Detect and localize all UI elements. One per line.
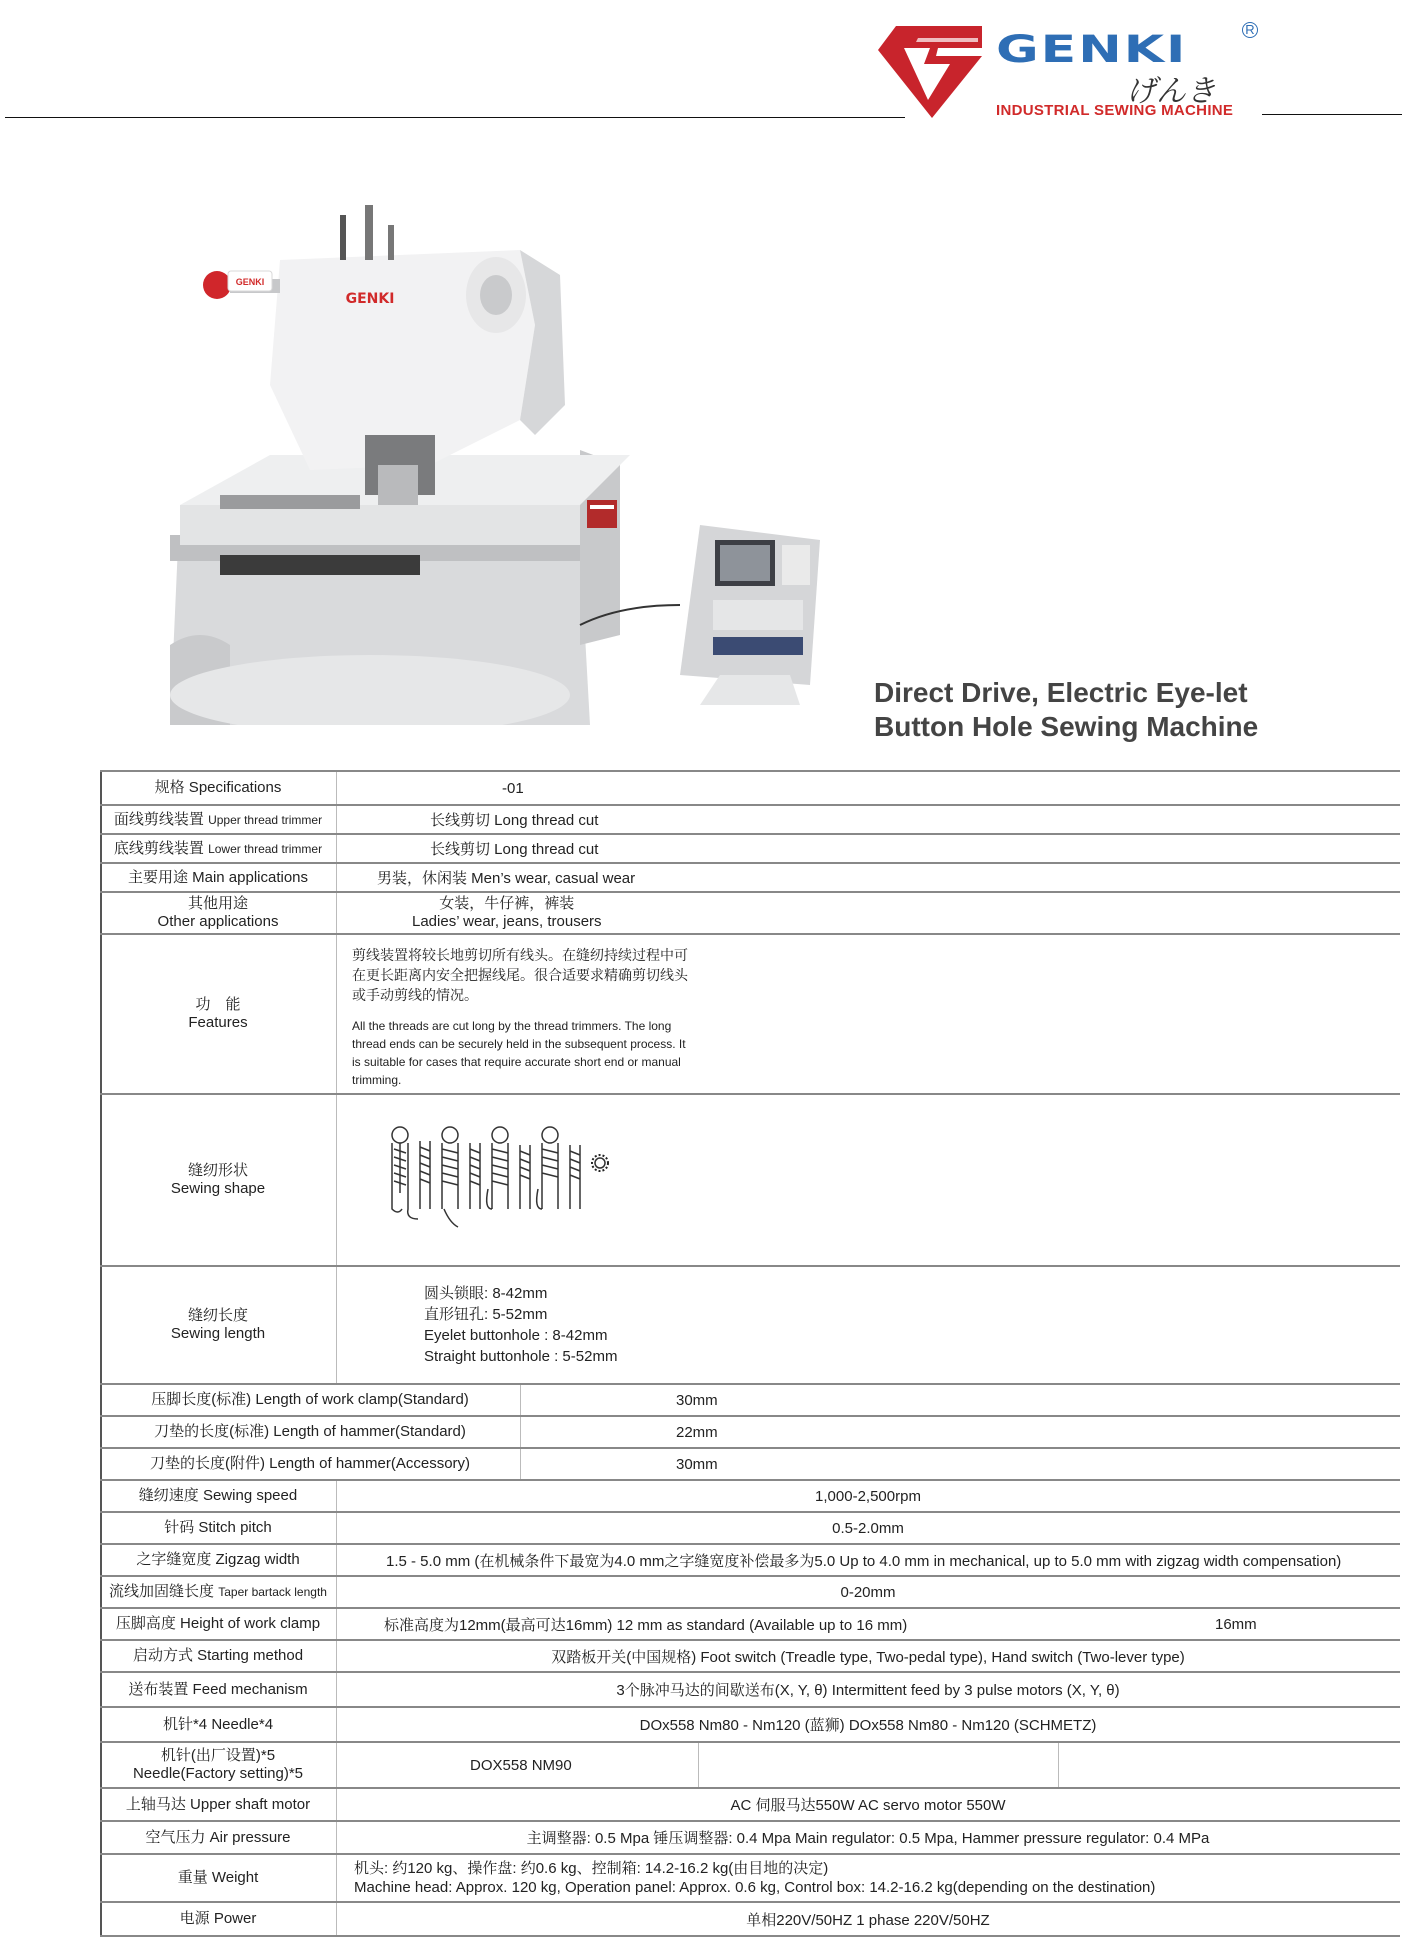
spec-label: 空气压力 Air pressure	[145, 1828, 291, 1846]
spec-value: DOx558 Nm80 - Nm120 (蓝狮) DOx558 Nm80 - Nm120 (SCHMETZ)	[639, 1717, 1097, 1734]
spec-label: 缝纫速度 Sewing speed	[138, 1487, 298, 1504]
spec-row-air-pressure	[100, 1822, 1400, 1855]
spec-label: 主要用途 Main applications	[127, 868, 309, 886]
spec-value: 主调整器: 0.5 Mpa 锤压调整器: 0.4 Mpa Main regulator: 0.5 Mpa, Hammer pressure regulator: 0.4 MPa	[526, 1830, 1210, 1847]
spec-row-sewing-length	[100, 1267, 1400, 1385]
spec-label: 之字缝宽度 Zigzag width	[136, 1551, 300, 1568]
spec-label: 刀垫的长度(标准) Length of hammer(Standard)	[154, 1423, 466, 1440]
features-cn: 剪线装置将较长地剪切所有线头。在缝纫持续过程中可在更长距离内安全把握线尾。很合适要求精确剪切线头或手动剪线的情况。	[352, 947, 688, 1003]
spec-value	[424, 1267, 617, 1383]
spec-row-upper-shaft-motor	[100, 1789, 1400, 1822]
spec-label-en: Lower thread trimmer	[208, 841, 323, 856]
features-en: All the threads are cut long by the thread trimmers. The long thread ends can be securely held in the subsequent process. It is suitable for cases that require accurate short end or manual trimming.	[352, 1019, 686, 1087]
brand-kana: げんき	[1126, 74, 1216, 109]
spec-label: 压脚高度 Height of work clamp	[115, 1615, 321, 1632]
spec-label-cn: 底线剪线装置	[113, 839, 204, 857]
spec-label-cn: 面线剪线装置	[113, 810, 204, 828]
spec-label: 上轴马达 Upper shaft motor	[125, 1795, 311, 1813]
spec-value: -01	[502, 779, 524, 797]
sewing-shape-diagram	[388, 1123, 648, 1233]
spec-label: 刀垫的长度(附件) Length of hammer(Accessory)	[149, 1455, 471, 1472]
spec-label: 压脚长度(标准) Length of work clamp(Standard)	[151, 1391, 469, 1408]
photo-brand: GENKI	[345, 291, 395, 307]
spec-row-lower-trimmer	[100, 835, 1400, 864]
spec-row-hammer-accessory	[100, 1449, 1400, 1481]
genki-logo	[878, 22, 1258, 122]
weight-en: Machine head: Approx. 120 kg, Operation panel: Approx. 0.6 kg, Control box: 14.2-16.2 kg(depending on the destination)	[354, 1879, 1156, 1896]
spec-label-en: Needle(Factory setting)*5	[132, 1765, 304, 1782]
header-rule-right	[1262, 114, 1402, 115]
spec-value: DOX558 NM90	[470, 1756, 572, 1774]
sewing-length-line: Eyelet buttonhole : 8-42mm	[424, 1327, 608, 1344]
spec-label: 电源 Power	[179, 1910, 257, 1927]
spec-row-needle-factory	[100, 1743, 1400, 1789]
spec-table	[100, 770, 1400, 1937]
spec-label: 针码 Stitch pitch	[164, 1519, 272, 1536]
spec-label: 送布装置 Feed mechanism	[128, 1680, 308, 1698]
spec-value: 0.5-2.0mm	[832, 1519, 904, 1537]
spec-label	[100, 1267, 336, 1383]
spec-value: 22mm	[676, 1423, 718, 1441]
spec-value: 3个脉冲马达的间歇送布(X, Y, θ) Intermittent feed by 3 pulse motors (X, Y, θ)	[616, 1682, 1120, 1699]
product-title-line1: Direct Drive, Electric Eye-let	[874, 677, 1248, 708]
spec-value	[354, 1855, 1155, 1901]
spec-value: 1,000-2,500rpm	[815, 1487, 921, 1505]
spec-row-taper-bartack	[100, 1577, 1400, 1609]
spec-label-cn: 其他用途	[187, 895, 248, 912]
brand-name: GENKI	[996, 28, 1188, 72]
spec-row-other-applications	[100, 893, 1400, 935]
spec-label-cn: 功 能	[195, 996, 241, 1013]
spec-label	[100, 806, 336, 833]
spec-label	[100, 893, 336, 933]
sewing-length-line: Straight buttonhole : 5-52mm	[424, 1348, 618, 1365]
spec-row-clamp-height	[100, 1609, 1400, 1641]
registered-mark: R	[1242, 22, 1258, 38]
spec-row-sewing-shape	[100, 1095, 1400, 1267]
spec-value-cn: 女装，牛仔裤，裤装	[439, 895, 575, 912]
spec-label	[100, 835, 336, 862]
spec-value: 0-20mm	[840, 1583, 896, 1601]
product-photo	[160, 205, 830, 725]
features-text	[352, 945, 692, 1089]
spec-label: 启动方式 Starting method	[132, 1647, 304, 1664]
spec-label-cn: 缝纫长度	[187, 1307, 248, 1324]
spec-row-weight	[100, 1855, 1400, 1903]
spec-label-en: Upper thread trimmer	[208, 812, 323, 827]
spec-row-needle	[100, 1708, 1400, 1743]
sewing-length-line: 圆头锁眼: 8-42mm	[424, 1285, 548, 1302]
spec-value: 30mm	[676, 1455, 718, 1473]
brand-tagline: INDUSTRIAL SEWING MACHINE	[996, 102, 1234, 119]
spec-label: 重量 Weight	[177, 1869, 259, 1886]
spec-value: 30mm	[676, 1391, 718, 1409]
spec-value: 长线剪切 Long thread cut	[430, 841, 599, 858]
spec-label-en: Taper bartack length	[218, 1585, 327, 1599]
spec-label	[100, 1577, 336, 1607]
genki-emblem-icon	[878, 22, 988, 122]
photo-badge: GENKI	[235, 277, 265, 287]
spec-label	[100, 1743, 336, 1787]
spec-value	[412, 893, 602, 933]
spec-label	[100, 1095, 336, 1265]
spec-label: 规格 Specifications	[154, 779, 282, 796]
sewing-length-line: 直形钮孔: 5-52mm	[424, 1306, 548, 1323]
spec-label-cn: 机针(出厂设置)*5	[160, 1747, 276, 1764]
product-title	[874, 676, 1258, 744]
spec-label: 机针*4 Needle*4	[162, 1715, 274, 1733]
spec-value: 1.5 - 5.0 mm (在机械条件下最宽为4.0 mm之字缝宽度补偿最多为5.0 Up to 4.0 mm in mechanical, up to 5.0 mm with zigzag width compensation)	[386, 1552, 1342, 1570]
spec-value-secondary: 16mm	[1215, 1615, 1257, 1633]
spec-value: AC 伺服马达550W AC servo motor 550W	[730, 1797, 1006, 1814]
spec-row-main-applications	[100, 864, 1400, 893]
weight-cn: 机头: 约120 kg、操作盘: 约0.6 kg、控制箱: 14.2-16.2 kg(由目地的决定)	[354, 1860, 829, 1877]
spec-row-clamp-length	[100, 1385, 1400, 1417]
spec-label-en: Sewing shape	[170, 1180, 266, 1197]
spec-row-model	[100, 770, 1400, 806]
spec-row-features	[100, 935, 1400, 1095]
spec-value: 长线剪切 Long thread cut	[430, 812, 599, 829]
spec-value: 男装，休闲装 Men’s wear, casual wear	[377, 870, 636, 887]
spec-label	[100, 935, 336, 1093]
spec-row-stitch-pitch	[100, 1513, 1400, 1545]
spec-label-en: Sewing length	[170, 1325, 266, 1342]
spec-label-cn: 流线加固缝长度	[109, 1583, 215, 1600]
spec-row-starting-method	[100, 1641, 1400, 1673]
spec-label-cn: 缝纫形状	[187, 1162, 248, 1179]
spec-value: 单相220V/50HZ 1 phase 220V/50HZ	[746, 1911, 990, 1929]
spec-value-en: Ladies’ wear, jeans, trousers	[412, 913, 602, 930]
spec-row-zigzag	[100, 1545, 1400, 1577]
spec-label-en: Other applications	[157, 913, 279, 930]
product-title-line2: Button Hole Sewing Machine	[874, 711, 1259, 742]
spec-label-en: Features	[188, 1014, 248, 1031]
header-rule-left	[5, 117, 905, 118]
spec-row-upper-trimmer	[100, 806, 1400, 835]
spec-value: 双踏板开关(中国规格) Foot switch (Treadle type, Two-pedal type), Hand switch (Two-lever type)	[551, 1648, 1185, 1666]
spec-row-sewing-speed	[100, 1481, 1400, 1513]
spec-row-hammer-standard	[100, 1417, 1400, 1449]
spec-value: 标准高度为12mm(最高可达16mm) 12 mm as standard (Available up to 16 mm)	[384, 1616, 908, 1634]
spec-row-feed-mechanism	[100, 1673, 1400, 1708]
spec-row-power	[100, 1903, 1400, 1937]
